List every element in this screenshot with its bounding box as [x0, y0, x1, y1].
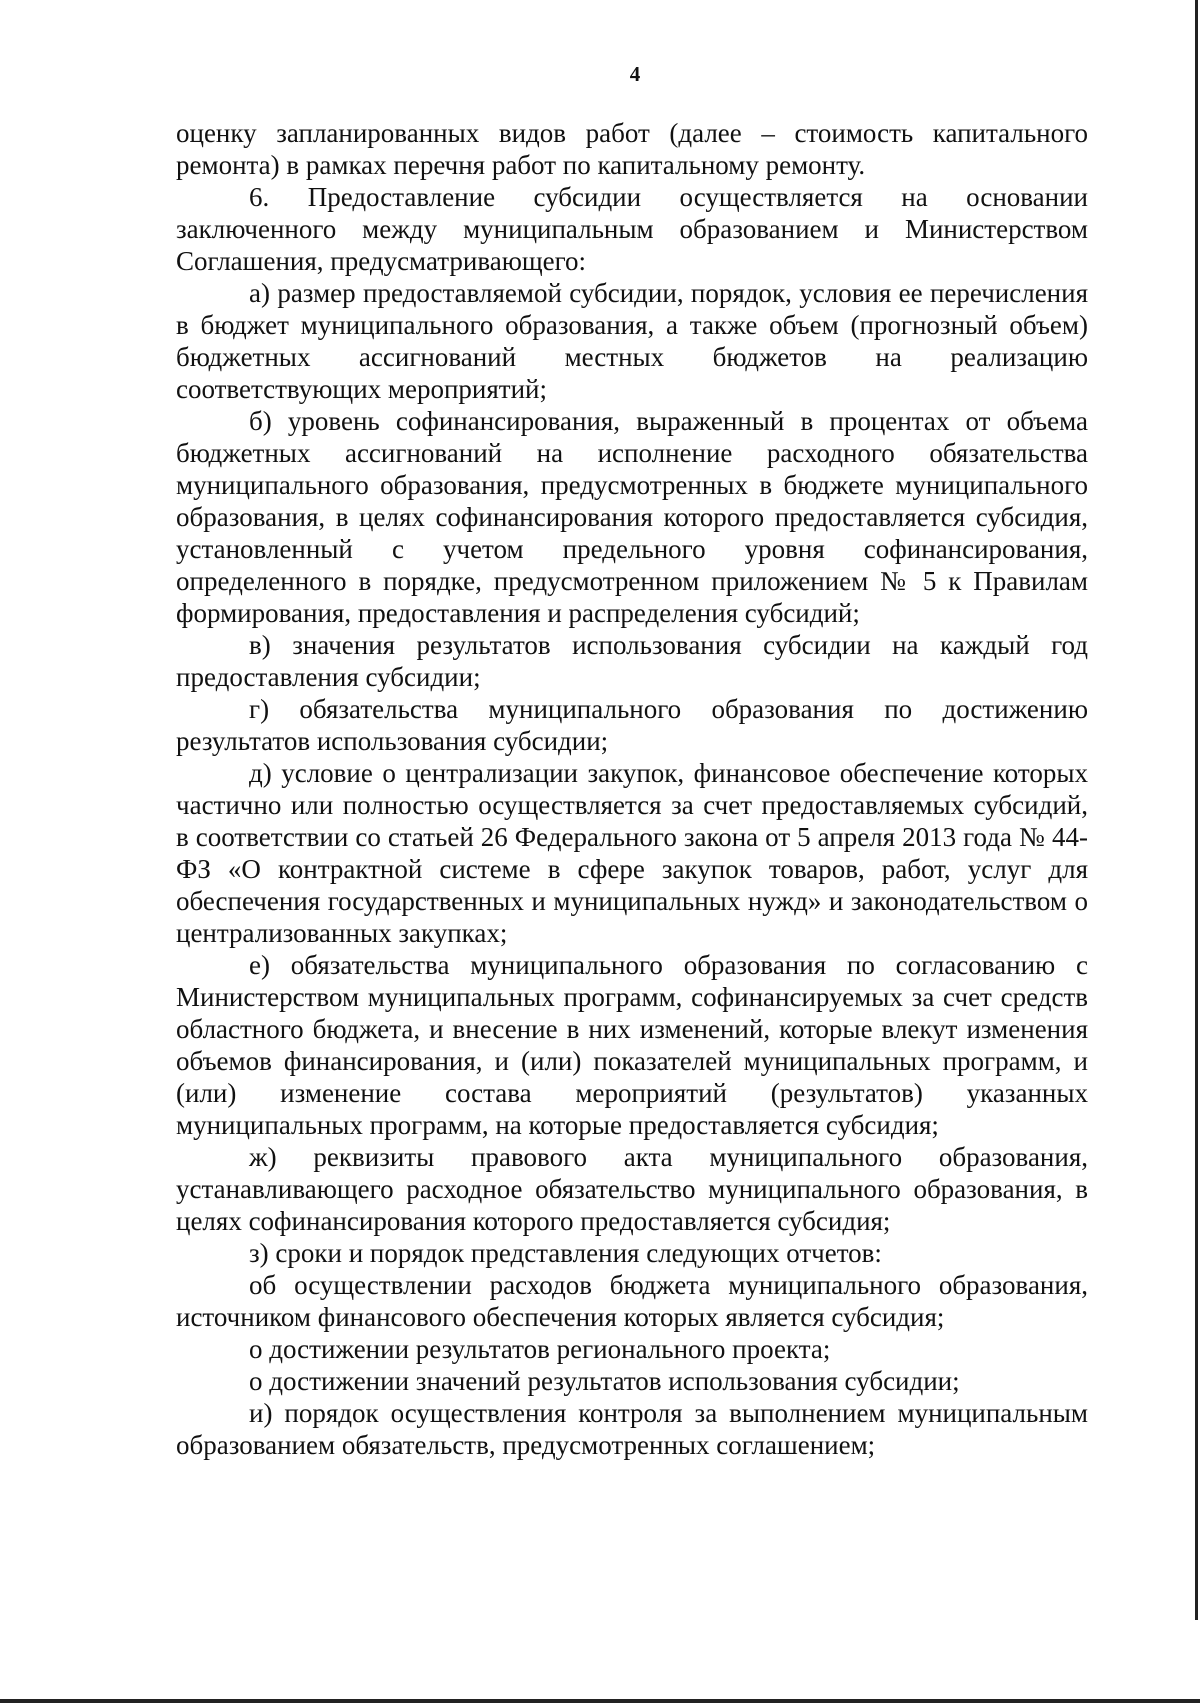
- paragraph-subitem-a: а) размер предоставляемой субсидии, порядок, условия ее перечисления в бюджет муниципального образования, а также объем (прогнозный объем) бюджетных ассигнований местных бюджетов на реализацию соответствующих мероприятий;: [176, 278, 1088, 404]
- paragraph-continuation: оценку запланированных видов работ (далее – стоимость капитального ремонта) в рамках перечня работ по капитальному ремонту.: [176, 118, 1088, 180]
- paragraph-subitem-v: в) значения результатов использования субсидии на каждый год предоставления субсидии;: [176, 630, 1088, 692]
- paragraph-subitem-g: г) обязательства муниципального образования по достижению результатов использования субсидии;: [176, 694, 1088, 756]
- scan-edge-right: [1195, 0, 1198, 1620]
- paragraph-subitem-zh: ж) реквизиты правового акта муниципального образования, устанавливающего расходное обязательство муниципального образования, в целях софинансирования которого предоставляется субсидия;: [176, 1142, 1088, 1236]
- paragraph-subitem-e: е) обязательства муниципального образования по согласованию с Министерством муниципальных программ, софинансируемых за счет средств областного бюджета, и внесение в них изменений, которые влекут изменения объемов финансирования, и (или) показателей муниципальных программ, и (или) изменение состава мероприятий (результатов) указанных муниципальных программ, на которые предоставляется субсидия;: [176, 950, 1088, 1140]
- page-number: 4: [629, 62, 641, 86]
- paragraph-report-regional-project: о достижении результатов регионального проекта;: [249, 1334, 831, 1364]
- paragraph-report-results: о достижении значений результатов использования субсидии;: [249, 1366, 960, 1396]
- paragraph-item-6: 6. Предоставление субсидии осуществляется на основании заключенного между муниципальным образованием и Министерством Соглашения, предусматривающего:: [176, 182, 1088, 276]
- scan-edge-bottom: [0, 1699, 1200, 1703]
- paragraph-subitem-i: и) порядок осуществления контроля за выполнением муниципальным образованием обязательств, предусмотренных соглашением;: [176, 1398, 1088, 1460]
- paragraph-subitem-z: з) сроки и порядок представления следующих отчетов:: [249, 1238, 882, 1268]
- paragraph-report-expenses: об осуществлении расходов бюджета муниципального образования, источником финансового обеспечения которых является субсидия;: [176, 1270, 1088, 1332]
- paragraph-subitem-d: д) условие о централизации закупок, финансовое обеспечение которых частично или полностью осуществляется за счет предоставляемых субсидий, в соответствии со статьей 26 Федерального закона от 5 апреля 2013 года № 44-ФЗ «О контрактной системе в сфере закупок товаров, работ, услуг для обеспечения государственных и муниципальных нужд» и законодательством о централизованных закупках;: [176, 758, 1088, 948]
- document-body: [176, 117, 1088, 1461]
- paragraph-subitem-b: б) уровень софинансирования, выраженный в процентах от объема бюджетных ассигнований на исполнение расходного обязательства муниципального образования, предусмотренных в бюджете муниципального образования, в целях софинансирования которого предоставляется субсидия, установленный с учетом предельного уровня софинансирования, определенного в порядке, предусмотренном приложением № 5 к Правилам формирования, предоставления и распределения субсидий;: [176, 406, 1088, 628]
